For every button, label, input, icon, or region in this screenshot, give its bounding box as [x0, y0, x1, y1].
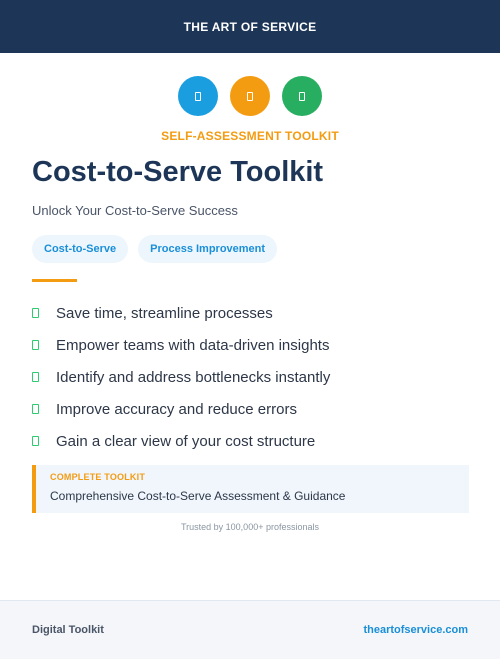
- check-icon: [32, 340, 39, 350]
- kicker-label: SELF-ASSESSMENT TOOLKIT: [161, 129, 339, 143]
- toolkit-callout: [32, 465, 469, 513]
- list-item: [32, 297, 330, 329]
- benefit-list: [32, 297, 330, 457]
- footer-label: Digital Toolkit: [32, 624, 104, 636]
- benefit-text: Identify and address bottlenecks instantly: [56, 368, 331, 386]
- clipboard-icon: [230, 76, 270, 116]
- tag-cost-to-serve: Cost-to-Serve: [32, 235, 128, 263]
- page-subtitle: Unlock Your Cost-to-Serve Success: [32, 203, 238, 218]
- callout-text: Comprehensive Cost-to-Serve Assessment & Guidance: [50, 489, 346, 503]
- benefit-text: Improve accuracy and reduce errors: [56, 400, 297, 418]
- list-item: [32, 393, 330, 425]
- callout-label: COMPLETE TOOLKIT: [50, 472, 146, 482]
- website-link[interactable]: theartofservice.com: [363, 624, 468, 636]
- tag-process-improvement: Process Improvement: [138, 235, 277, 263]
- top-banner: [0, 0, 500, 53]
- footer: [0, 600, 500, 659]
- benefit-text: Save time, streamline processes: [56, 304, 273, 322]
- list-item: [32, 361, 330, 393]
- brand-name: THE ART OF SERVICE: [183, 19, 317, 34]
- page-title: Cost-to-Serve Toolkit: [32, 156, 324, 188]
- document-icon: [178, 76, 218, 116]
- check-icon: [32, 436, 39, 446]
- check-icon: [32, 308, 39, 318]
- trust-statement: Trusted by 100,000+ professionals: [180, 522, 319, 532]
- benefit-text: Empower teams with data-driven insights: [56, 336, 330, 354]
- check-icon: [32, 404, 39, 414]
- icon-row: [0, 76, 500, 116]
- tag-list: [32, 235, 277, 263]
- list-item: [32, 329, 330, 361]
- check-icon: [32, 372, 39, 382]
- chart-icon: [282, 76, 322, 116]
- accent-divider: [32, 279, 77, 282]
- benefit-text: Gain a clear view of your cost structure: [56, 432, 316, 450]
- list-item: [32, 425, 330, 457]
